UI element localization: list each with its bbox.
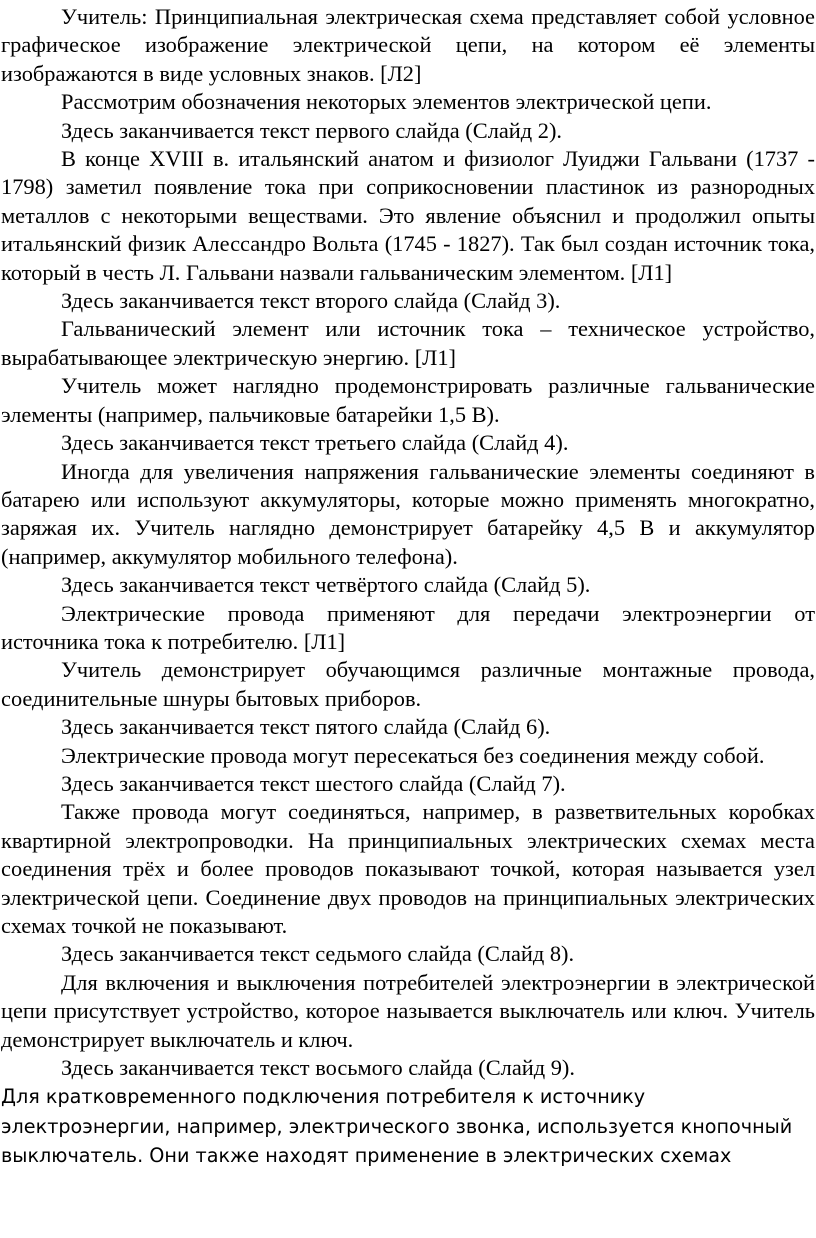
paragraph-galvanic-cell: Гальванический элемент или источник тока – техническое устройство, вырабатывающее электрическую энергию. [Л1] [1, 316, 815, 370]
paragraph-wire-junction: Также провода могут соединяться, например, в разветвительных коробках квартирной электропроводки. На принципиальных электрических схемах места соединения трёх и более проводов показывают точкой, которая называется узел электрической цепи. Соединение двух проводов на принципиальных электрических схемах точкой не показывают. [1, 799, 815, 938]
trailing-text-line: электроэнергии, например, электрического звонка, используется кнопочный [1, 1114, 793, 1138]
paragraph-wire-crossing: Электрические провода могут пересекаться без соединения между собой. [61, 742, 765, 768]
paragraph-teacher-demo-wires: Учитель демонстрирует обучающимся различные монтажные провода, соединительные шнуры бытовых приборов. [1, 657, 815, 711]
paragraph-slide-3-end: Здесь заканчивается текст второго слайда (Слайд 3). [61, 288, 561, 314]
paragraph-schematic-definition: Учитель: Принципиальная электрическая схема представляет собой условное графическое изображение электрической цепи, на котором её элементы изображаются в виде условных знаков. [Л2] [1, 4, 815, 86]
paragraph-slide-7-end: Здесь заканчивается текст шестого слайда (Слайд 7). [61, 770, 566, 796]
paragraph-teacher-demo-cells: Учитель может наглядно продемонстрировать различные гальванические элементы (например, пальчиковые батарейки 1,5 В). [1, 373, 815, 427]
paragraph-slide-5-end: Здесь заканчивается текст четвёртого слайда (Слайд 5). [61, 572, 591, 598]
paragraph-slide-8-end: Здесь заканчивается текст седьмого слайда (Слайд 8). [61, 941, 575, 967]
trailing-text-block [1, 1082, 815, 1171]
paragraph-slide-6-end: Здесь заканчивается текст пятого слайда (Слайд 6). [61, 714, 551, 740]
paragraph-wires: Электрические провода применяют для передачи электроэнергии от источника тока к потребителю. [Л1] [1, 600, 815, 654]
paragraph-consider-symbols: Рассмотрим обозначения некоторых элементов электрической цепи. [61, 89, 712, 115]
paragraph-slide-9-end: Здесь заканчивается текст восьмого слайда (Слайд 9). [61, 1055, 575, 1081]
paragraph-slide-2-end: Здесь заканчивается текст первого слайда (Слайд 2). [61, 117, 563, 143]
paragraph-slide-4-end: Здесь заканчивается текст третьего слайда (Слайд 4). [61, 430, 569, 456]
trailing-text-line: Для кратковременного подключения потребителя к источнику [1, 1085, 646, 1109]
paragraph-batteries: Иногда для увеличения напряжения гальванические элементы соединяют в батарею или используют аккумуляторы, которые можно применять многократно, заряжая их. Учитель наглядно демонстрирует батарейку 4,5 В и аккумулятор (например, аккумулятор мобильного телефона). [1, 458, 815, 569]
paragraph-galvani-history: В конце XVIII в. итальянский анатом и физиолог Луиджи Гальвани (1737 - 1798) заметил появление тока при соприкосновении пластинок из разнородных металлов с некоторыми веществами. Это явление объяснил и продолжил опыты итальянский физик Алессандро Вольта (1745 - 1827). Так был создан источник тока, который в честь Л. Гальвани назвали гальваническим элементом. [Л1] [1, 146, 815, 285]
trailing-text-line: выключатель. Они также находят применение в электрических схемах [1, 1144, 732, 1168]
paragraph-switch: Для включения и выключения потребителей электроэнергии в электрической цепи присутствует устройство, которое называется выключатель или ключ. Учитель демонстрирует выключатель и ключ. [1, 969, 815, 1052]
